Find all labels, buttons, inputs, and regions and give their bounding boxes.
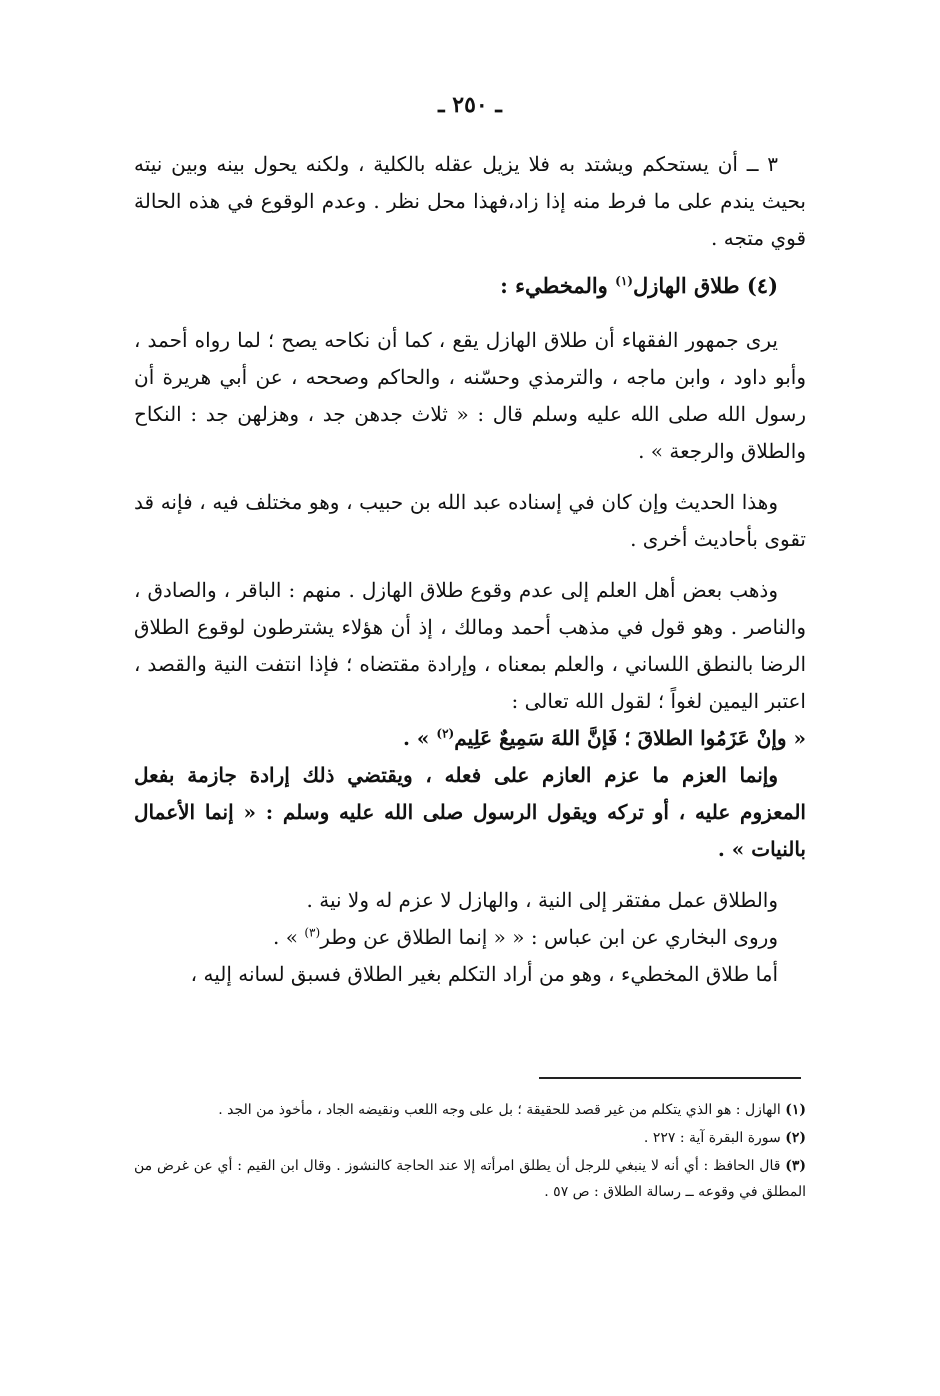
footnote-text: سورة البقرة آية : ٢٢٧ . (643, 1130, 781, 1146)
footnote-ref-2: (٢) (436, 726, 455, 741)
footnote-1 (134, 1097, 806, 1123)
footnote-label: (٣) (785, 1158, 806, 1174)
paragraph-case-3: ٣ ــ أن يستحكم ويشتد به فلا يزيل عقله بالكلية ، ولكنه يحول بينه وبين نيته بحيث يندم على ما فرط منه إذا زاد،فهذا محل نظر . وعدم الوقوع في هذه الحالة قوي متجه . (134, 152, 806, 250)
paragraph-intent: وإنما العزم ما عزم العازم على فعله ، ويقتضي ذلك إرادة جازمة بفعل المعزوم عليه ، أو تركه ويقول الرسول صلى الله عليه وسلم : « إنما الأعمال بالنيات » . (134, 763, 806, 861)
footnote-ref-1: (١) (615, 274, 633, 288)
footnote-2 (134, 1125, 806, 1151)
heading-text: (٤) طلاق الهازل (632, 273, 778, 298)
paragraph-majority-view: يرى جمهور الفقهاء أن طلاق الهازل يقع ، كما أن نكاحه يصح ؛ لما رواه أحمد ، وأبو داود ، وابن ماجه ، والترمذي وحسّنه ، والحاكم وصححه ، عن أبي هريرة أن رسول الله صلى الله عليه وسلم قال : « ثلاث جدهن جد ، وهزلهن جد : النكاح والطلاق والرجعة » . (134, 328, 806, 463)
footnotes (134, 1097, 806, 1207)
verse-text: « وإنْ عَزَمُوا الطلاقَ ؛ فَإنَّ اللهَ سَمِيعٌ عَلِيم (454, 726, 806, 750)
heading-tail: والمخطيء : (500, 273, 616, 298)
footnote-label: (٢) (785, 1130, 806, 1146)
paragraph-mistaken-divorce: أما طلاق المخطيء ، وهو من أراد التكلم بغير الطلاق فسبق لسانه إليه ، (190, 962, 778, 986)
quran-verse (134, 720, 806, 757)
footnote-label: (١) (785, 1102, 806, 1118)
footnote-3 (134, 1153, 806, 1205)
paragraph-divorce-act: والطلاق عمل مفتقر إلى النية ، والهازل لا عزم له ولا نية . (306, 888, 778, 912)
section-heading-4 (134, 267, 806, 304)
main-text (134, 146, 806, 993)
footnote-ref-3: (٣) (304, 925, 321, 940)
bukhari-text: وروى البخاري عن ابن عباس : « « إنما الطلاق عن وطر (320, 925, 778, 949)
footnote-text: الهازل : هو الذي يتكلم من غير قصد للحقيقة ؛ بل على وجه اللعب ونقيضه الجاد ، مأخوذ من الجد . (218, 1102, 781, 1118)
paragraph-other-scholars: وذهب بعض أهل العلم إلى عدم وقوع طلاق الهازل . منهم : الباقر ، والصادق ، والناصر . وهو قول في مذهب أحمد ومالك ، إذ أن هؤلاء يشترطون لوقوع الطلاق الرضا بالنطق اللساني ، والعلم بمعناه ، وإرادة مقتضاه ؛ فإذا انتفت النية والقصد ، اعتبر اليمين لغواً ؛ لقول الله تعالى : (134, 578, 806, 713)
page-number: ـ ٢٥٠ ـ (438, 92, 502, 118)
paragraph-hadith-chain: وهذا الحديث وإن كان في إسناده عبد الله بن حبيب ، وهو مختلف فيه ، فإنه قد تقوى بأحاديث أخرى . (134, 490, 806, 551)
footnote-text: قال الحافظ : أي أنه لا ينبغي للرجل أن يطلق امرأته إلا عند الحاجة كالنشوز . وقال ابن القيم : أي عن غرض من المطلق في وقوعه ــ رسالة الطلاق : ص ٥٧ . (134, 1158, 806, 1200)
footnote-divider (539, 1077, 801, 1079)
verse-tail: » . (403, 726, 437, 750)
paragraph-bukhari (134, 919, 806, 956)
bukhari-tail: » . (273, 925, 305, 949)
